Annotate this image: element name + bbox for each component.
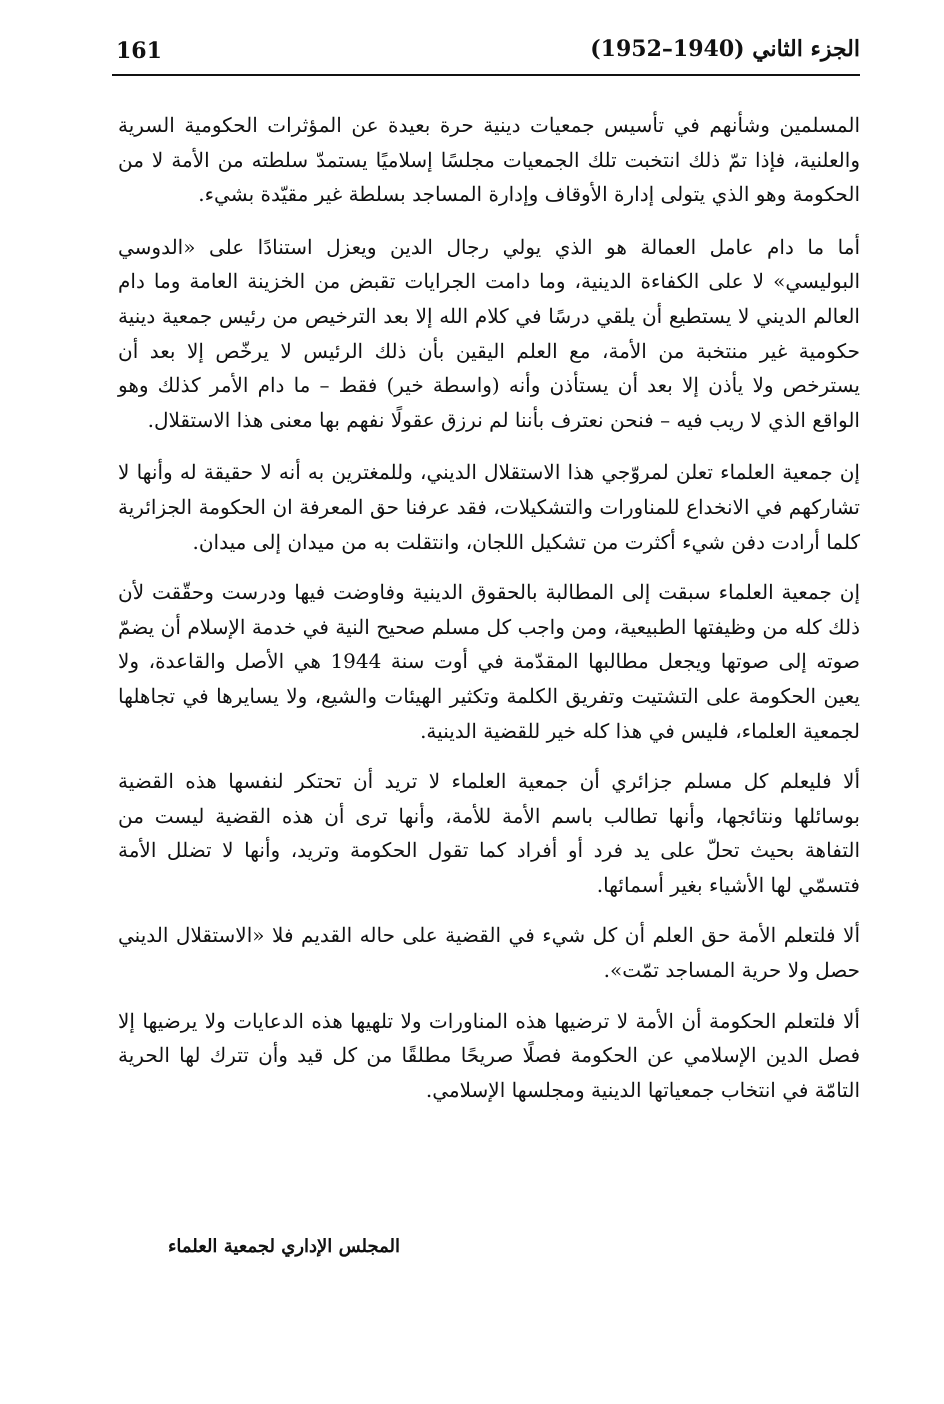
paragraph-5: ألا فليعلم كل مسلم جزائري أن جمعية العلماء لا تريد أن تحتكر لنفسها هذه القضية بوسائلها ونتائجها، وأنها تطالب باسم الأمة للأمة، وأنها ترى أن هذه القضية ليست من التفاهة بحيث تحلّ على يد فرد أو أفراد كما تقول الحكومة وتريد، وأنها لا تضلل الأمة فتسمّي لها الأشياء بغير أسمائها. bbox=[118, 769, 860, 897]
running-head: الجزء الثاني (1940–1952) bbox=[590, 36, 860, 62]
paragraph-3: إن جمعية العلماء تعلن لمروّجي هذا الاستقلال الديني، وللمغترين به أنه لا حقيقة له وأنها لا تشاركهم في الانخداع للمناورات والتشكيلات، فقد عرفنا حق المعرفة ان الحكومة الجزائرية كلما أرادت دفن شيء أكثرت من تشكيل اللجان، وانتقلت به من ميدان إلى ميدان. bbox=[118, 460, 860, 554]
page-header bbox=[112, 34, 860, 76]
paragraph-2: أما ما دام عامل العمالة هو الذي يولي رجال الدين ويعزل استنادًا على «الدوسي البوليسي» لا على الكفاءة الدينية، وما دامت الجرايات تقبض من الخزينة العامة وما دام العالم الديني لا يستطيع أن يلقي درسًا في كلام الله إلا بعد الترخيص من رئيس جمعية دينية حكومية غير منتخبة من الأمة، مع العلم اليقين بأن ذلك الرئيس لا يرخّص إلا بعد أن يسترخص ولا يأذن إلا بعد أن يستأذن وأنه (واسطة خير) فقط – ما دام الأمر كذلك وهو الواقع الذي لا ريب فيه – فنحن نعترف بأننا لم نرزق عقولًا نفهم بها معنى هذا الاستقلال. bbox=[118, 234, 860, 432]
paragraph-1: المسلمين وشأنهم في تأسيس جمعيات دينية حرة بعيدة عن المؤثرات الحكومية السرية والعلنية، فإذا تمّ ذلك انتخبت تلك الجمعيات مجلسًا إسلاميًا يستمدّ سلطته من الأمة لا من الحكومة وهو الذي يتولى إدارة الأوقاف وإدارة المساجد بسلطة غير مقيّدة بشيء. bbox=[118, 113, 860, 207]
page-number: 161 bbox=[116, 38, 162, 64]
paragraph-4: إن جمعية العلماء سبقت إلى المطالبة بالحقوق الدينية وفاوضت فيها ودرست وحقّقت لأن ذلك كله من وظيفتها الطبيعية، ومن واجب كل مسلم صحيح النية في خدمة الإسلام أن يضمّ صوته إلى صوتها ويجعل مطالبها المقدّمة في أوت سنة 1944 هي الأصل والقاعدة، ولا يعين الحكومة على التشتيت وتفريق الكلمة وتكثير الهيئات والشيع، ولا يسايرها في تجاهلها لجمعية العلماء، فليس في هذا كله خير للقضية الدينية. bbox=[118, 580, 860, 743]
paragraph-7: ألا فلتعلم الحكومة أن الأمة لا ترضيها هذه المناورات ولا تلهيها هذه الدعايات ولا يرضيها إلا فصل الدين الإسلامي عن الحكومة فصلًا صريحًا مطلقًا من كل قيد وأن تترك لها الحرية التامّة في انتخاب جمعياتها الدينية ومجلسها الإسلامي. bbox=[118, 1008, 860, 1102]
body-text bbox=[118, 108, 860, 1123]
paragraph-6: ألا فلتعلم الأمة حق العلم أن كل شيء في القضية على حاله القديم فلا «الاستقلال الديني حصل ولا حرية المساجد تمّت». bbox=[118, 923, 860, 983]
signature: المجلس الإداري لجمعية العلماء bbox=[167, 1236, 400, 1257]
